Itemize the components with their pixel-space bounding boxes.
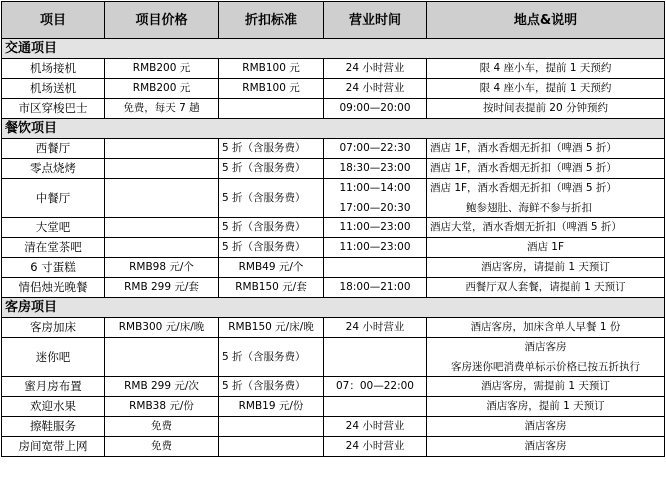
cell-item: 清在堂茶吧	[2, 238, 105, 258]
cell-discount	[219, 417, 324, 437]
header-row	[2, 2, 665, 39]
cell-item: 机场送机	[2, 79, 105, 99]
cell-discount: 5 折（含服务费）	[219, 238, 324, 258]
header-price: 项目价格	[105, 2, 219, 39]
cell-discount: RMB150 元/套	[219, 278, 324, 298]
table-row	[2, 238, 665, 258]
cell-discount: 5 折（含服务费）	[219, 218, 324, 238]
cell-discount: 5 折（含服务费）	[219, 159, 324, 179]
hours-line: 11:00—14:00	[339, 181, 411, 194]
cell-location: 酒店客房	[427, 417, 665, 437]
table-row	[2, 278, 665, 298]
cell-item: 擦鞋服务	[2, 417, 105, 437]
cell-hours: 07：00—22:00	[324, 377, 427, 397]
cell-discount: 5 折（含服务费）	[219, 377, 324, 397]
header-location: 地点&说明	[427, 2, 665, 39]
cell-price	[105, 139, 219, 159]
cell-hours: 24 小时营业	[324, 79, 427, 99]
cell-price	[105, 338, 219, 377]
cell-price	[105, 179, 219, 218]
table-row	[2, 338, 665, 377]
cell-item: 大堂吧	[2, 218, 105, 238]
section-title: 餐饮项目	[2, 119, 665, 139]
cell-item: 情侣烛光晚餐	[2, 278, 105, 298]
cell-price: 免费	[105, 437, 219, 457]
cell-location: 酒店客房，需提前 1 天预订	[427, 377, 665, 397]
cell-location: 酒店客房	[427, 437, 665, 457]
cell-price	[105, 159, 219, 179]
cell-item: 迷你吧	[2, 338, 105, 377]
table-row	[2, 79, 665, 99]
cell-hours: 24 小时营业	[324, 437, 427, 457]
cell-location: 酒店客房，提前 1 天预订	[427, 397, 665, 417]
table-row	[2, 397, 665, 417]
header-discount: 折扣标准	[219, 2, 324, 39]
cell-item: 西餐厅	[2, 139, 105, 159]
cell-hours: 24 小时营业	[324, 59, 427, 79]
location-line: 客房迷你吧消费单标示价格已按五折执行	[451, 360, 640, 373]
cell-hours: 24 小时营业	[324, 318, 427, 338]
cell-price	[105, 238, 219, 258]
location-line: 鲍参翅肚、海鲜不参与折扣	[466, 201, 592, 214]
location-line: 酒店 1F，酒水香烟无折扣（啤酒 5 折）	[430, 181, 617, 194]
cell-price: RMB 299 元/套	[105, 278, 219, 298]
cell-price: RMB300 元/床/晚	[105, 318, 219, 338]
table-row	[2, 417, 665, 437]
cell-item: 蜜月房布置	[2, 377, 105, 397]
cell-hours: 24 小时营业	[324, 417, 427, 437]
header-hours: 营业时间	[324, 2, 427, 39]
cell-hours	[324, 397, 427, 417]
cell-discount: RMB100 元	[219, 79, 324, 99]
table-row	[2, 218, 665, 238]
cell-price	[105, 218, 219, 238]
cell-item: 房间宽带上网	[2, 437, 105, 457]
table-row	[2, 318, 665, 338]
cell-price: 免费，每天 7 趟	[105, 99, 219, 119]
cell-location: 限 4 座小车，提前 1 天预约	[427, 59, 665, 79]
cell-price: RMB200 元	[105, 79, 219, 99]
location-line: 酒店客房	[524, 340, 567, 353]
table-row	[2, 59, 665, 79]
cell-location: 酒店 1F，酒水香烟无折扣（啤酒 5 折）	[427, 159, 665, 179]
cell-location	[427, 338, 665, 377]
cell-discount	[219, 437, 324, 457]
hours-line: 17:00—20:30	[339, 201, 411, 214]
section-header	[2, 39, 665, 59]
section-title: 客房项目	[2, 298, 665, 318]
cell-price: RMB200 元	[105, 59, 219, 79]
cell-location: 限 4 座小车，提前 1 天预约	[427, 79, 665, 99]
section-header	[2, 298, 665, 318]
cell-location: 西餐厅双人套餐，请提前 1 天预订	[427, 278, 665, 298]
cell-discount: 5 折（含服务费）	[219, 179, 324, 218]
cell-location: 酒店客房，加床含单人早餐 1 份	[427, 318, 665, 338]
table-row	[2, 437, 665, 457]
cell-discount: RMB100 元	[219, 59, 324, 79]
cell-hours: 18:00—21:00	[324, 278, 427, 298]
cell-item: 机场接机	[2, 59, 105, 79]
cell-discount: RMB19 元/份	[219, 397, 324, 417]
table-row	[2, 159, 665, 179]
table-row	[2, 99, 665, 119]
cell-hours: 07:00—22:30	[324, 139, 427, 159]
cell-discount: RMB49 元/个	[219, 258, 324, 278]
cell-location: 酒店大堂，酒水香烟无折扣（啤酒 5 折）	[427, 218, 665, 238]
cell-item: 客房加床	[2, 318, 105, 338]
cell-item: 零点烧烤	[2, 159, 105, 179]
cell-discount: RMB150 元/床/晚	[219, 318, 324, 338]
cell-price: RMB 299 元/次	[105, 377, 219, 397]
cell-price: RMB98 元/个	[105, 258, 219, 278]
table-row	[2, 179, 665, 218]
cell-price: 免费	[105, 417, 219, 437]
cell-discount	[219, 99, 324, 119]
header-item: 项目	[2, 2, 105, 39]
cell-discount: 5 折（含服务费）	[219, 338, 324, 377]
cell-hours: 09:00—20:00	[324, 99, 427, 119]
cell-hours	[324, 258, 427, 278]
section-header	[2, 119, 665, 139]
cell-hours	[324, 338, 427, 377]
cell-item: 6 寸蛋糕	[2, 258, 105, 278]
cell-location: 酒店 1F	[427, 238, 665, 258]
services-table	[1, 1, 665, 457]
cell-item: 市区穿梭巴士	[2, 99, 105, 119]
cell-item: 中餐厅	[2, 179, 105, 218]
table-row	[2, 258, 665, 278]
cell-price: RMB38 元/份	[105, 397, 219, 417]
section-title: 交通项目	[2, 39, 665, 59]
cell-location	[427, 179, 665, 218]
cell-hours: 18:30—23:00	[324, 159, 427, 179]
cell-hours: 11:00—23:00	[324, 238, 427, 258]
cell-item: 欢迎水果	[2, 397, 105, 417]
cell-location: 酒店 1F，酒水香烟无折扣（啤酒 5 折）	[427, 139, 665, 159]
table-row	[2, 139, 665, 159]
cell-hours: 11:00—23:00	[324, 218, 427, 238]
cell-discount: 5 折（含服务费）	[219, 139, 324, 159]
cell-location: 按时间表提前 20 分钟预约	[427, 99, 665, 119]
cell-location: 酒店客房，请提前 1 天预订	[427, 258, 665, 278]
table-row	[2, 377, 665, 397]
cell-hours	[324, 179, 427, 218]
